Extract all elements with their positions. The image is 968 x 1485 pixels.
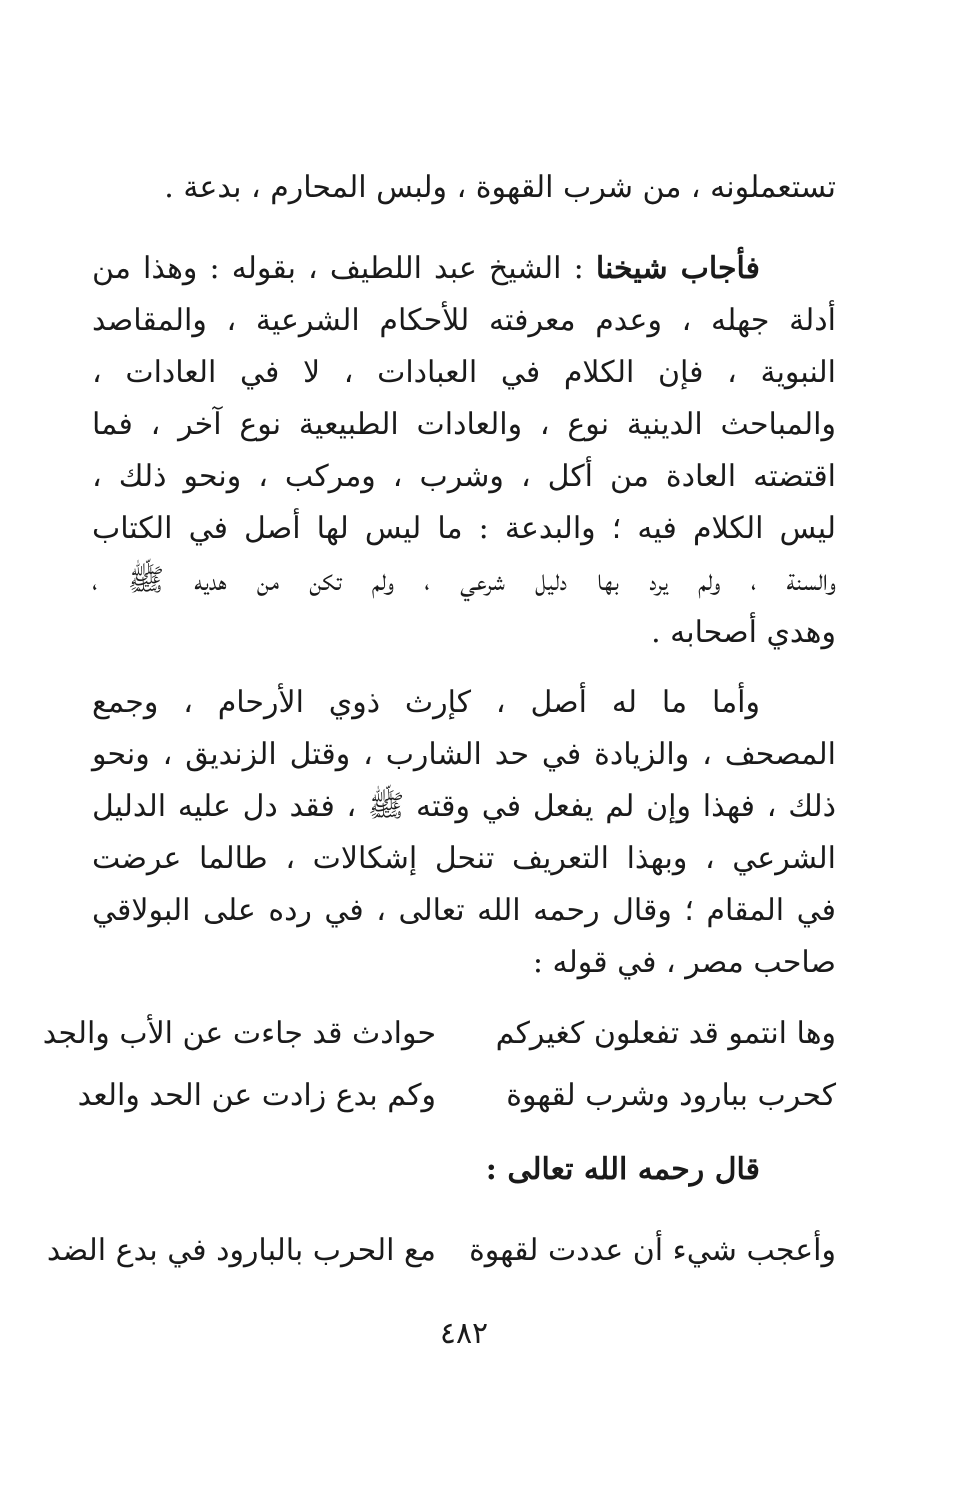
text-line: صاحب مصر ، في قوله : — [532, 945, 836, 980]
text-line: وأما ما له أصل ، كإرث ذوي الأرحام ، وجمع — [92, 685, 760, 720]
verse-first-hemistich: وها انتمو قد تفعلون كغيركم — [495, 1016, 836, 1051]
lead-phrase: فأجاب شيخنا — [595, 251, 760, 286]
document-page — [42, 0, 836, 1485]
text-line: ذلك ، فهذا وإن لم يفعل في وقته ﷺ ، فقد دل عليه الدليل — [92, 789, 836, 824]
text-line: تستعملونه ، من شرب القهوة ، ولبس المحارم ، بدعة . — [164, 170, 836, 205]
verse-first-hemistich: كحرب ببارود وشرب لقهوة — [506, 1078, 836, 1113]
text-line: اقتضته العادة من أكل ، وشرب ، ومركب ، ونحو ذلك ، — [92, 459, 836, 494]
verse-second-hemistich: حوادث قد جاءت عن الأب والجد — [42, 1016, 436, 1051]
verse-second-hemistich: مع الحرب بالبارود في بدع الضد — [46, 1233, 436, 1268]
line-rest: : الشيخ عبد اللطيف ، بقوله : وهذا من — [92, 251, 596, 286]
verse-second-hemistich: وكم بدع زادت عن الحد والعد — [77, 1078, 436, 1113]
verse-line — [77, 1070, 836, 1122]
page-number: ٤٨٢ — [439, 1316, 489, 1351]
text-line: المصحف ، والزيادة في حد الشارب ، وقتل الزنديق ، ونحو — [92, 737, 836, 772]
verse-first-hemistich: وأعجب شيء أن عددت لقهوة — [469, 1233, 836, 1268]
text-line: في المقام ؛ وقال رحمه الله تعالى ، في رده على البولاقي — [92, 893, 836, 928]
text-line — [92, 243, 836, 295]
verse-line — [46, 1225, 836, 1277]
text-line: ليس الكلام فيه ؛ والبدعة : ما ليس لها أصل في الكتاب — [92, 511, 836, 546]
text-line: والسنة ، ولم يرد بها دليل شرعي ، ولم تكن من هديه ﷺ ، — [92, 563, 836, 598]
text-line: أدلة جهله ، وعدم معرفته للأحكام الشرعية ، والمقاصد — [92, 303, 836, 338]
text-line: والمباحث الدينية نوع ، والعادات الطبيعية نوع آخر ، فما — [92, 407, 836, 442]
section-heading: قال رحمه الله تعالى : — [485, 1152, 760, 1187]
verse-line — [42, 1008, 836, 1060]
text-line: النبوية ، فإن الكلام في العبادات ، لا في العادات ، — [92, 355, 836, 390]
text-line: وهدي أصحابه . — [651, 615, 836, 650]
text-line: الشرعي ، وبهذا التعريف تنحل إشكالات ، طالما عرضت — [92, 841, 836, 876]
